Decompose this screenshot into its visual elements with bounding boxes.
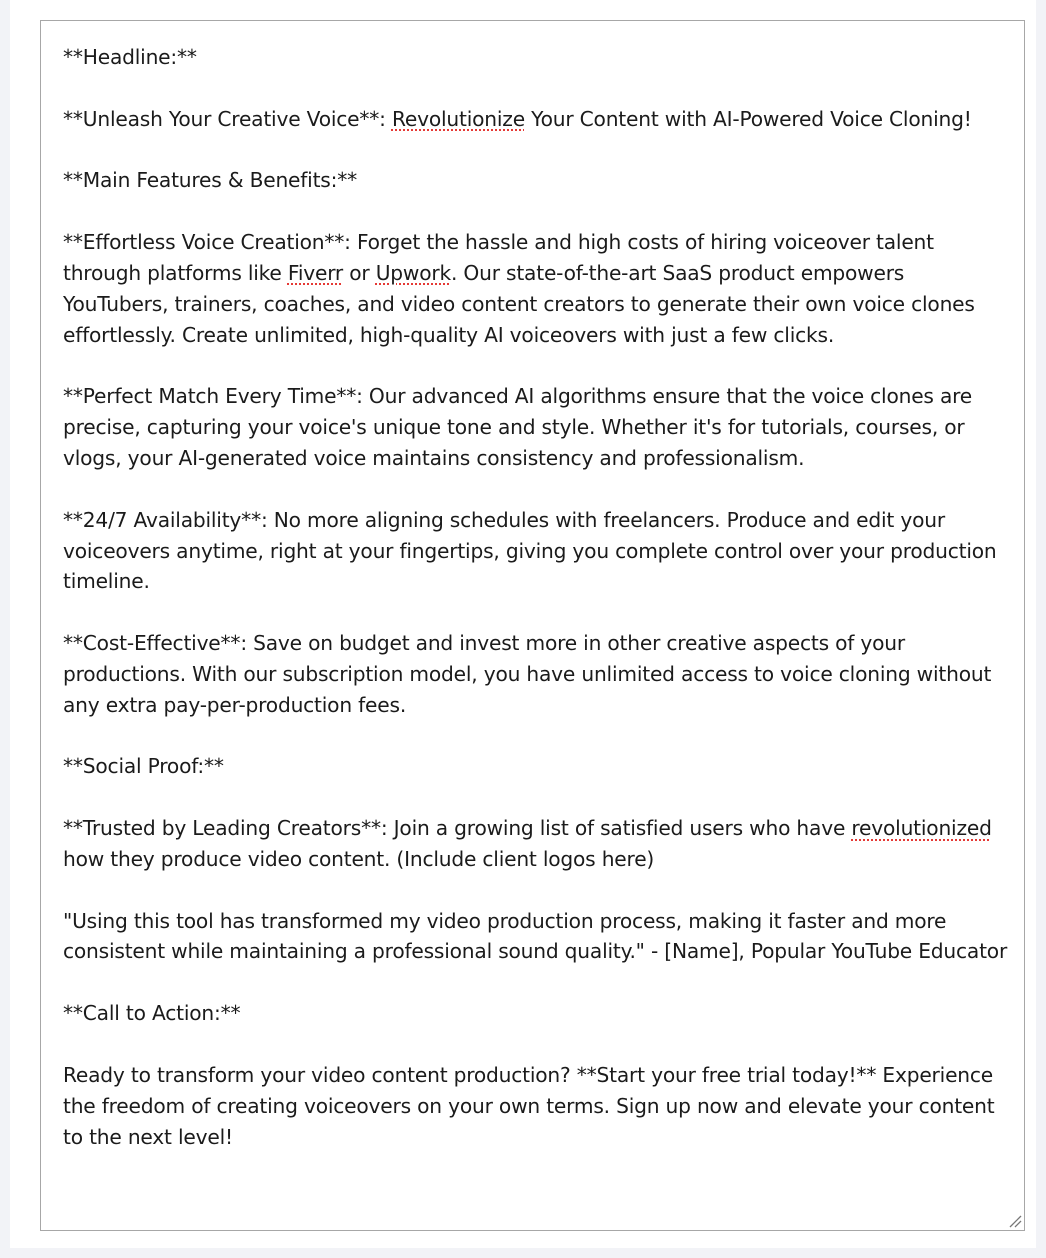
blank-line [63,1029,1013,1060]
textarea-text[interactable] [63,42,1013,1152]
line-perfect-match: **Perfect Match Every Time**: Our advanced AI algorithms ensure that the voice clones are precise, capturing your voice's unique tone and style. Whether it's for tutorials, courses, or vlogs, your AI-generated voice maintains consistency and professionalism. [63,384,979,470]
blank-line [63,350,1013,381]
misspelled-word[interactable]: revolutionized [851,816,992,841]
line-cta-label: **Call to Action:** [63,1001,241,1026]
misspelled-word[interactable]: Fiverr [287,260,344,285]
content-textarea[interactable] [40,20,1025,1231]
line-features-label: **Main Features & Benefits:** [63,168,357,193]
blank-line [63,782,1013,813]
resize-handle-icon[interactable] [1008,1214,1022,1228]
blank-line [63,474,1013,505]
blank-line [63,196,1013,227]
line-cta: Ready to transform your video content production? **Start your free trial today!** Experience the freedom of creating voiceovers on your own terms. Sign up now and elevate your content to the next level! [63,1062,1001,1149]
blank-line [63,875,1013,906]
blank-line [63,135,1013,166]
line-availability: **24/7 Availability**: No more aligning schedules with freelancers. Produce and edit your voiceovers anytime, right at your fingertips, giving you complete control over your production timeline. [63,507,1003,594]
line-testimonial: "Using this tool has transformed my video production process, making it faster and more consistent while maintaining a professional sound quality." - [Name], Popular YouTube Educator [63,908,1008,964]
line-trusted: **Trusted by Leading Creators**: Join a growing list of satisfied users who have revolutionized how they produce video content. (Include client logos here) [63,816,998,871]
blank-line [63,73,1013,104]
misspelled-word[interactable]: Upwork [375,260,451,285]
line-social-proof-label: **Social Proof:** [63,754,224,779]
blank-line [63,721,1013,752]
blank-line [63,597,1013,628]
blank-line [63,967,1013,998]
line-headline-label: **Headline:** [63,45,197,69]
line-effortless: **Effortless Voice Creation**: Forget the hassle and high costs of hiring voiceover talent through platforms like Fiverr or Upwork. Our state-of-the-art SaaS product empowers YouTubers, trainers, coaches, and video content creators to generate their own voice clones effortlessly. Create unlimited, high-quality AI voiceovers with just a few clicks. [63,230,981,347]
line-headline: **Unleash Your Creative Voice**: Revolutionize Your Content with AI-Powered Voice Cloning! [63,106,972,131]
content-panel [10,0,1036,1248]
misspelled-word[interactable]: Revolutionize [391,106,525,131]
line-cost-effective: **Cost-Effective**: Save on budget and invest more in other creative aspects of your productions. With our subscription model, you have unlimited access to voice cloning without any extra pay-per-production fees. [63,631,998,717]
